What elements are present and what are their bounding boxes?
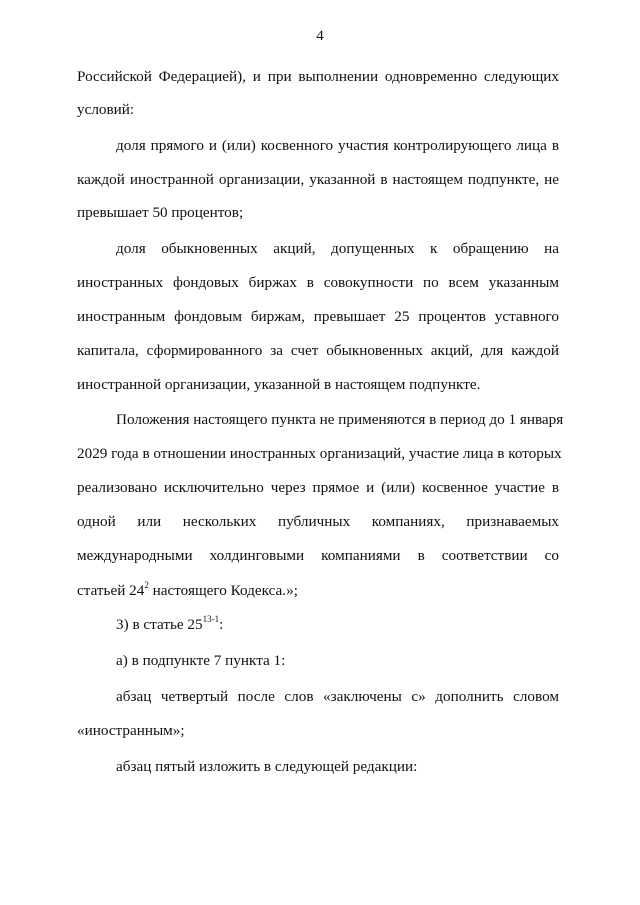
text-line: абзац четвертый после слов «заключены с» дополнить словом [116,688,559,705]
text-line: а) в подпункте 7 пункта 1: [116,652,286,669]
superscript: 13-1 [202,613,220,624]
text-line: доля обыкновенных акций, допущенных к обращению на [116,240,559,257]
text-line: 2029 года в отношении иностранных организаций, участие лица в которых [77,445,562,462]
text-line: Положения настоящего пункта не применяются в период до 1 января [116,411,564,428]
text-line: превышает 50 процентов; [77,204,244,221]
text-line: капитала, сформированного за счет обыкновенных акций, для каждой [77,342,559,359]
text-segment: настоящего Кодекса.»; [148,582,298,599]
text-segment: : [219,616,224,633]
text-line: международными холдинговыми компаниями в соответствии со [77,547,559,564]
text-line: абзац пятый изложить в следующей редакции: [116,758,418,775]
text-line: иностранной организации, указанной в настоящем подпункте. [77,376,481,393]
page-number: 4 [316,28,324,44]
text-line: иностранных фондовых биржах в совокупности по всем указанным [77,274,559,291]
text-line-with-superscript [116,615,559,635]
text-line: условий: [77,101,135,118]
text-line: одной или нескольких публичных компаниях, признаваемых [77,513,559,530]
text-line: «иностранным»; [77,722,185,739]
text-line: каждой иностранной организации, указанной в настоящем подпункте, не [77,171,559,188]
text-line: реализовано исключительно через прямое и (или) косвенное участие в [77,479,559,496]
text-line: Российской Федерацией), и при выполнении одновременно следующих [77,68,559,85]
text-line: доля прямого и (или) косвенного участия контролирующего лица в [116,137,559,154]
text-segment: статьей 24 [77,582,145,599]
superscript: 2 [144,579,149,590]
text-segment: 3) в статье 25 [116,616,203,633]
text-line: иностранным фондовым биржам, превышает 25 процентов уставного [77,308,559,325]
text-line-with-superscript [77,581,559,601]
